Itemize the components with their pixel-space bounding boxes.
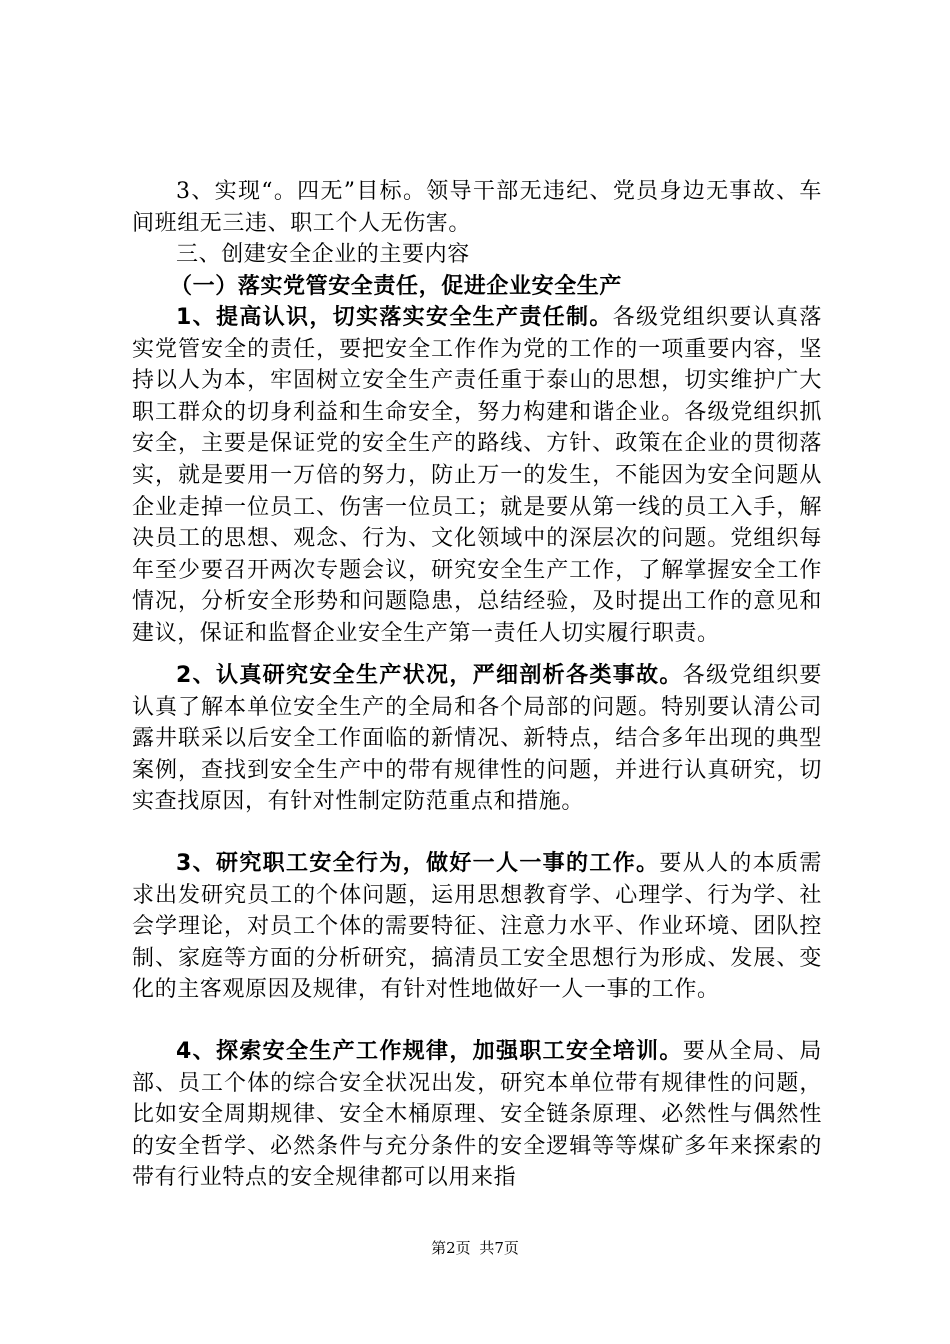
paragraph-body: 各级党组织要认真了解本单位安全生产的全局和各个局部的问题。特别要认清公司露井联采以后安全工作面临的新情况、新特点，结合多年出现的典型案例，查找到安全生产中的带有规律性的问题，并进行认真研究，切实查找原因，有针对性制定防范重点和措施。 [132,663,822,815]
paragraph-safety-training [132,1036,822,1194]
paragraph-worker-behavior [132,848,822,1006]
paragraph-text: 3、实现“。四无”目标。领导干部无违纪、党员身边无事故、车间班组无三违、职工个人无伤害。 [132,179,822,236]
section-heading-main-content: 三、创建安全企业的主要内容 [176,242,470,267]
paragraph-lead: 3、研究职工安全行为，做好一人一事的工作。 [176,851,660,876]
subsection-heading-party-safety: （一）落实党管安全责任，促进企业安全生产 [170,274,623,299]
paragraph-lead: 1、提高认识，切实落实安全生产责任制。 [176,305,613,330]
paragraph-body: 要从人的本质需求出发研究员工的个体问题，运用思想教育学、心理学、行为学、社会学理论，对员工个体的需要特征、注意力水平、作业环境、团队控制、家庭等方面的分析研究，搞清员工安全思想行为形成、发展、变化的主客观原因及规律，有针对性地做好一人一事的工作。 [132,851,822,1003]
paragraph-accident-analysis [132,660,822,818]
page-number-footer: 第2页 共7页 [431,1239,519,1257]
paragraph-lead: 4、探索安全生产工作规律，加强职工安全培训。 [176,1039,683,1064]
paragraph-body: 要从全局、局部、员工个体的综合安全状况出发，研究本单位带有规律性的问题，比如安全周期规律、安全木桶原理、安全链条原理、必然性与偶然性的安全哲学、必然条件与充分条件的安全逻辑等等煤矿多年来探索的带有行业特点的安全规律都可以用来指 [132,1039,822,1191]
paragraph-lead: 2、认真研究安全生产状况，严细剖析各类事故。 [176,663,683,688]
paragraph-goal-four-none [132,176,822,239]
paragraph-responsibility-system [132,302,822,650]
paragraph-body: 各级党组织要认真落实党管安全的责任，要把安全工作作为党的工作的一项重要内容，坚持以人为本，牢固树立安全生产责任重于泰山的思想，切实维护广大职工群众的切身利益和生命安全，努力构建和谐企业。各级党组织抓安全，主要是保证党的安全生产的路线、方针、政策在企业的贯彻落实，就是要用一万倍的努力，防止万一的发生，不能因为安全问题从企业走掉一位员工、伤害一位员工；就是要从第一线的员工入手，解决员工的思想、观念、行为、文化领域中的深层次的问题。党组织每年至少要召开两次专题会议，研究安全生产工作，了解掌握安全工作情况，分析安全形势和问题隐患，总结经验，及时提出工作的意见和建议，保证和监督企业安全生产第一责任人切实履行职责。 [132,305,822,646]
